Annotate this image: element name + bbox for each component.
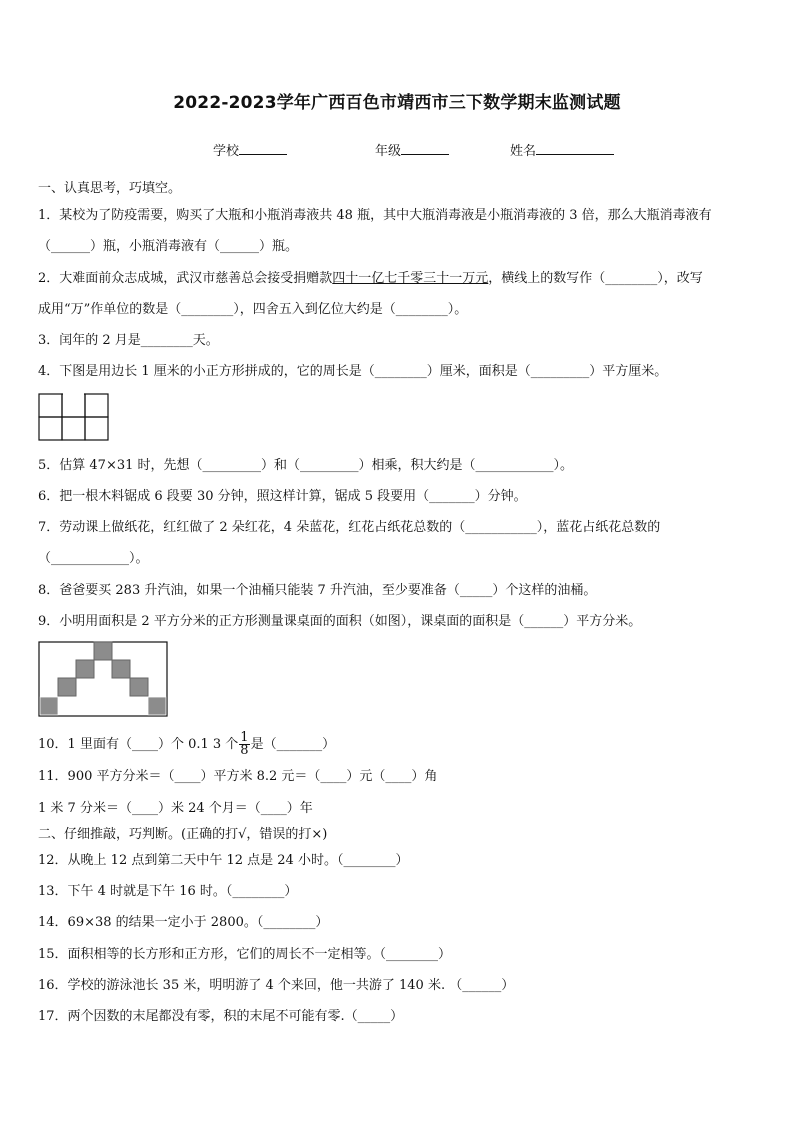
section1-heading: 一、认真思考，巧填空。 [38, 181, 182, 196]
q9-desk-figure [38, 641, 170, 719]
name-blank [536, 141, 614, 155]
q13: 13．下午 4 时就是下午 16 时。（________） [38, 884, 298, 899]
q7-line1: 7．劳动课上做纸花，红红做了 2 朵红花，4 朵蓝花，红花占纸花总数的（___________），蓝花占纸花总数的 [38, 520, 661, 535]
tile [94, 642, 112, 660]
q10-part2: 是（_______） [250, 737, 336, 752]
fraction-denominator: 8 [240, 743, 249, 758]
square-4 [39, 417, 62, 440]
q17: 17．两个因数的末尾都没有零，积的末尾不可能有零.（_____） [38, 1009, 404, 1024]
q10-part1: 10．1 里面有（____）个 0.1 3 个 [38, 737, 239, 752]
q15: 15．面积相等的长方形和正方形，它们的周长不一定相等。（________） [38, 947, 452, 962]
tile [148, 697, 166, 715]
q14: 14．69×38 的结果一定小于 2800。（________） [38, 915, 329, 930]
name-label: 姓名 [510, 144, 537, 159]
q9: 9．小明用面积是 2 平方分米的正方形测量课桌面的面积（如图），课桌面的面积是（______）平方分米。 [38, 614, 642, 629]
grade-label: 年级 [375, 144, 402, 159]
square-2 [62, 394, 85, 417]
grade-field [375, 140, 449, 159]
q4-square-figure [38, 393, 112, 443]
square-3 [85, 394, 108, 417]
grade-blank [401, 141, 449, 155]
q8: 8．爸爸要买 283 升汽油，如果一个油桶只能装 7 升汽油，至少要准备（_____）个这样的油桶。 [38, 583, 597, 598]
square-5 [62, 417, 85, 440]
school-label: 学校 [213, 144, 240, 159]
q11-line1: 11．900 平方分米＝（____）平方米 8.2 元＝（____）元（____）角 [38, 769, 438, 784]
school-blank [239, 141, 287, 155]
q1-line1: 1．某校为了防疫需要，购买了大瓶和小瓶消毒液共 48 瓶，其中大瓶消毒液是小瓶消毒液的 3 倍，那么大瓶消毒液有 [38, 208, 712, 223]
tile [130, 678, 148, 696]
q6: 6．把一根木料锯成 6 段要 30 分钟，照这样计算，锯成 5 段要用（_______）分钟。 [38, 489, 527, 504]
q2-line1-post: ，横线上的数写作（________），改写 [488, 271, 703, 286]
tile [58, 678, 76, 696]
q2-underlined-number: 四十一亿七千零三十一万元 [332, 271, 489, 286]
q1-line2: （______）瓶，小瓶消毒液有（______）瓶。 [38, 239, 299, 254]
name-field [510, 140, 614, 159]
q2-line2: 成用“万”作单位的数是（________），四舍五入到亿位大约是（________）。 [38, 302, 468, 317]
tile [40, 697, 58, 715]
q3: 3．闰年的 2 月是________天。 [38, 333, 219, 348]
square-6 [85, 417, 108, 440]
q12: 12．从晚上 12 点到第二天中午 12 点是 24 小时。（________） [38, 853, 409, 868]
open-gap [63, 393, 84, 396]
q16: 16．学校的游泳池长 35 米，明明游了 4 个来回，他一共游了 140 米. （______） [38, 978, 515, 993]
q10 [38, 732, 335, 757]
q11-line2: 1 米 7 分米＝（____）米 24 个月＝（____）年 [38, 801, 313, 816]
section2-heading: 二、仔细推敲，巧判断。(正确的打√，错误的打×) [38, 827, 328, 842]
page-title: 2022-2023学年广西百色市靖西市三下数学期末监测试题 [173, 93, 621, 113]
q2-line1-pre: 2．大难面前众志成城，武汉市慈善总会接受捐赠款 [38, 271, 333, 286]
q5: 5．估算 47×31 时，先想（_________）和（_________）相乘，积大约是（____________）。 [38, 458, 574, 473]
tile [76, 660, 94, 678]
school-field [213, 140, 287, 159]
fraction-numerator: 1 [240, 730, 249, 745]
tile [112, 660, 130, 678]
q4: 4．下图是用边长 1 厘米的小正方形拼成的，它的周长是（________）厘米，面积是（_________）平方厘米。 [38, 364, 668, 379]
q2-line1 [38, 270, 703, 288]
q7-line2: （____________）。 [38, 551, 149, 566]
fraction [239, 732, 249, 757]
square-1 [39, 394, 62, 417]
